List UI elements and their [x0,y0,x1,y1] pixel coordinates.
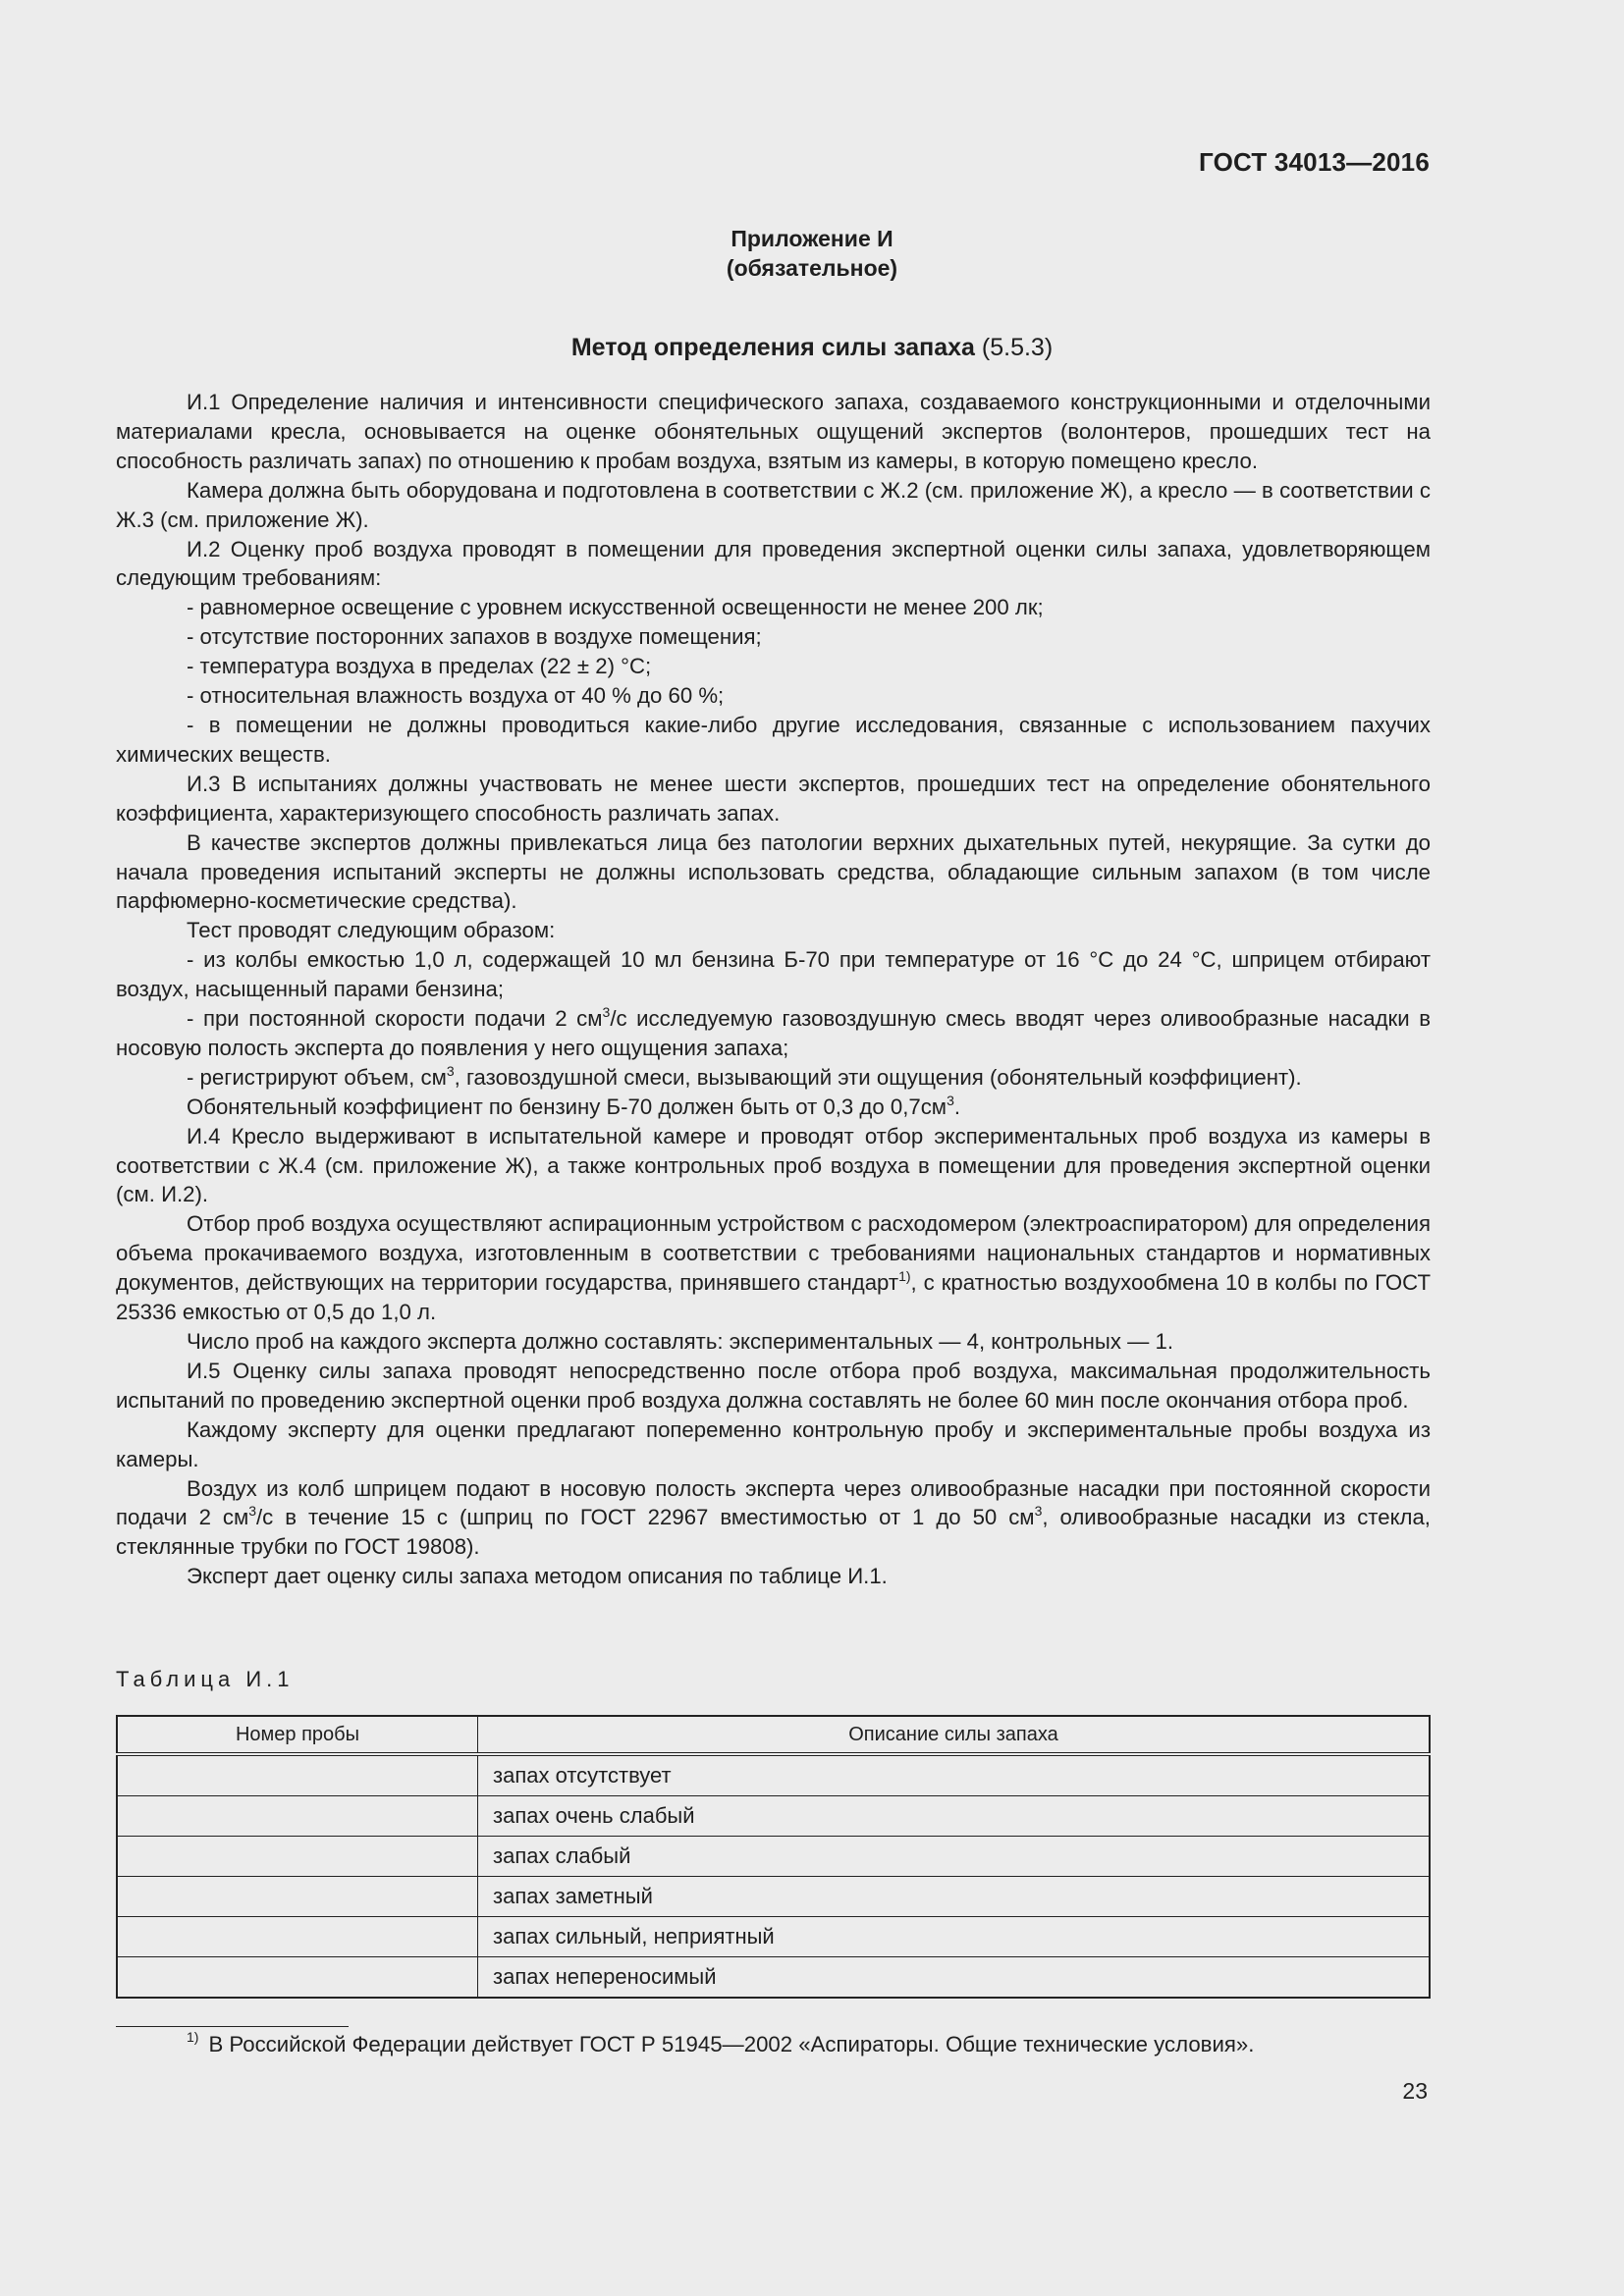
paragraph: Число проб на каждого эксперта должно составлять: экспериментальных — 4, контрольных — 1. [187,1329,1173,1354]
appendix-status: (обязательное) [726,255,898,281]
method-title [0,334,1624,362]
list-item [116,1063,1431,1093]
table-cell [117,1957,478,1999]
superscript: 3 [602,1004,611,1021]
superscript: 3 [248,1503,256,1520]
table-caption: Таблица И.1 [116,1667,295,1691]
table-cell [117,1796,478,1837]
table-header-row [117,1716,1430,1754]
table-cell [117,1877,478,1917]
paragraph-i3: И.3 В испытаниях должны участвовать не менее шести экспертов, прошедших тест на определение обонятельного коэффициента, характеризующего способность различать запах. [116,771,1431,826]
paragraph-i5: И.5 Оценку силы запаха проводят непосредственно после отбора проб воздуха, максимальная продолжительность испытаний по проведению экспертной оценки проб воздуха должна составлять не более 60 мин после окончания отбора проб. [116,1358,1431,1413]
paragraph: Тест проводят следующим образом: [187,918,556,943]
paragraph: Камера должна быть оборудована и подготовлена в соответствии с Ж.2 (см. приложение Ж), а кресло — в соответствии с Ж.3 (см. приложение Ж). [116,477,1431,532]
paragraph [116,1209,1431,1327]
paragraph-i1: И.1 Определение наличия и интенсивности специфического запаха, создаваемого конструкционными и отделочными материалами кресла, основывается на оценке обонятельных ощущений экспертов (волонтеров, прошедших тест на способность различать запах) по отношению к пробам воздуха, взятым из камеры, в которую помещено кресло. [116,390,1431,473]
footnote-divider [116,2026,349,2027]
text-span: Отбор проб воздуха осуществляют аспирационным устройством с расходомером (электроаспиратором) для определения объема прокачиваемого воздуха, изготовленным в соответствии с требованиями национальных стандартов и нормативных документов, действующих на территории государства, принявшего стандарт [116,1211,1431,1296]
paragraph: Каждому эксперту для оценки предлагают попеременно контрольную пробу и экспериментальные пробы воздуха из камеры. [116,1416,1431,1471]
superscript: 3 [446,1062,455,1079]
superscript: 3 [947,1092,954,1108]
text-span: - регистрируют объем, см [187,1064,447,1090]
table-cell: запах очень слабый [478,1796,1431,1837]
paragraph [116,1474,1431,1563]
list-item: - температура воздуха в пределах (22 ± 2) °С; [187,654,652,679]
list-item: - отсутствие посторонних запахов в воздухе помещения; [187,624,762,650]
table-row [117,1917,1430,1957]
table-row [117,1877,1430,1917]
table-row [117,1837,1430,1877]
footnote [187,2029,1255,2057]
table-cell: запах непереносимый [478,1957,1431,1999]
odor-table [116,1715,1431,1999]
superscript: 3 [1034,1503,1043,1520]
text-span: , газовоздушной смеси, вызывающий эти ощущения (обонятельный коэффициент). [454,1064,1302,1090]
table-cell [117,1917,478,1957]
list-item: - в помещении не должны проводиться какие-либо другие исследования, связанные с использованием пахучих химических веществ. [116,712,1431,767]
text-span: . [953,1094,961,1119]
text-span: Обонятельный коэффициент по бензину Б-70 должен быть от 0,3 до 0,7см [187,1094,947,1119]
method-title-text: Метод определения силы запаха [570,334,975,361]
body-text [116,388,1431,1591]
table-cell: запах отсутствует [478,1754,1431,1796]
list-item: - относительная влажность воздуха от 40 % до 60 %; [187,683,725,709]
table-row [117,1754,1430,1796]
document-code: ГОСТ 34013—2016 [1199,147,1430,177]
table-cell [117,1837,478,1877]
paragraph [116,1093,1431,1122]
text-span: /с исследуемую газовоздушную смесь вводят через оливообразные насадки в носовую полость эксперта до появления у него ощущения запаха; [116,1006,1431,1060]
table-row [117,1796,1430,1837]
text-span: , с кратностью воздухообмена 10 в колбы по ГОСТ 25336 емкостью от 0,5 до 1,0 л. [116,1270,1431,1325]
column-header: Описание силы запаха [478,1716,1431,1754]
paragraph: В качестве экспертов должны привлекаться лица без патологии верхних дыхательных путей, некурящие. За сутки до начала проведения испытаний эксперты не должны использовать средства, обладающие сильным запахом (в том числе парфюмерно-косметические средства). [116,829,1431,914]
list-item [116,1004,1431,1063]
list-item: - из колбы емкостью 1,0 л, содержащей 10 мл бензина Б-70 при температуре от 16 °С до 24 °С, шприцем отбирают воздух, насыщенный парами бензина; [116,947,1431,1002]
appendix-title: Приложение И [731,226,893,251]
table-cell: запах слабый [478,1837,1431,1877]
table-cell [117,1754,478,1796]
column-header: Номер пробы [117,1716,478,1754]
footnote-text: В Российской Федерации действует ГОСТ Р 51945—2002 «Аспираторы. Общие технические условия». [208,2032,1255,2056]
method-title-ref: (5.5.3) [974,334,1054,361]
footnote-mark: 1) [187,2029,199,2045]
table-cell: запах заметный [478,1877,1431,1917]
text-span: , оливообразные насадки из стекла, стеклянные трубки по ГОСТ 19808). [116,1505,1431,1560]
paragraph: Эксперт дает оценку силы запаха методом описания по таблице И.1. [187,1564,888,1589]
table-row [117,1957,1430,1999]
paragraph-i2: И.2 Оценку проб воздуха проводят в помещении для проведения экспертной оценки силы запаха, удовлетворяющем следующим требованиям: [116,536,1431,591]
page-number: 23 [1402,2078,1428,2104]
text-span: /с в течение 15 с (шприц по ГОСТ 22967 вместимостью от 1 до 50 см [256,1505,1035,1530]
table-cell: запах сильный, неприятный [478,1917,1431,1957]
text-span: - при постоянной скорости подачи 2 см [187,1006,603,1032]
list-item: - равномерное освещение с уровнем искусственной освещенности не менее 200 лк; [187,595,1044,620]
text-span: Воздух из колб шприцем подают в носовую полость эксперта через оливообразные насадки при постоянной скорости подачи 2 см [116,1475,1431,1530]
paragraph-i4: И.4 Кресло выдерживают в испытательной камере и проводят отбор экспериментальных проб воздуха из камеры в соответствии с Ж.4 (см. приложение Ж), а также контрольных проб воздуха в помещении для проведения экспертной оценки (см. И.2). [116,1123,1431,1207]
appendix-heading [0,224,1624,283]
footnote-ref: 1) [898,1268,911,1285]
